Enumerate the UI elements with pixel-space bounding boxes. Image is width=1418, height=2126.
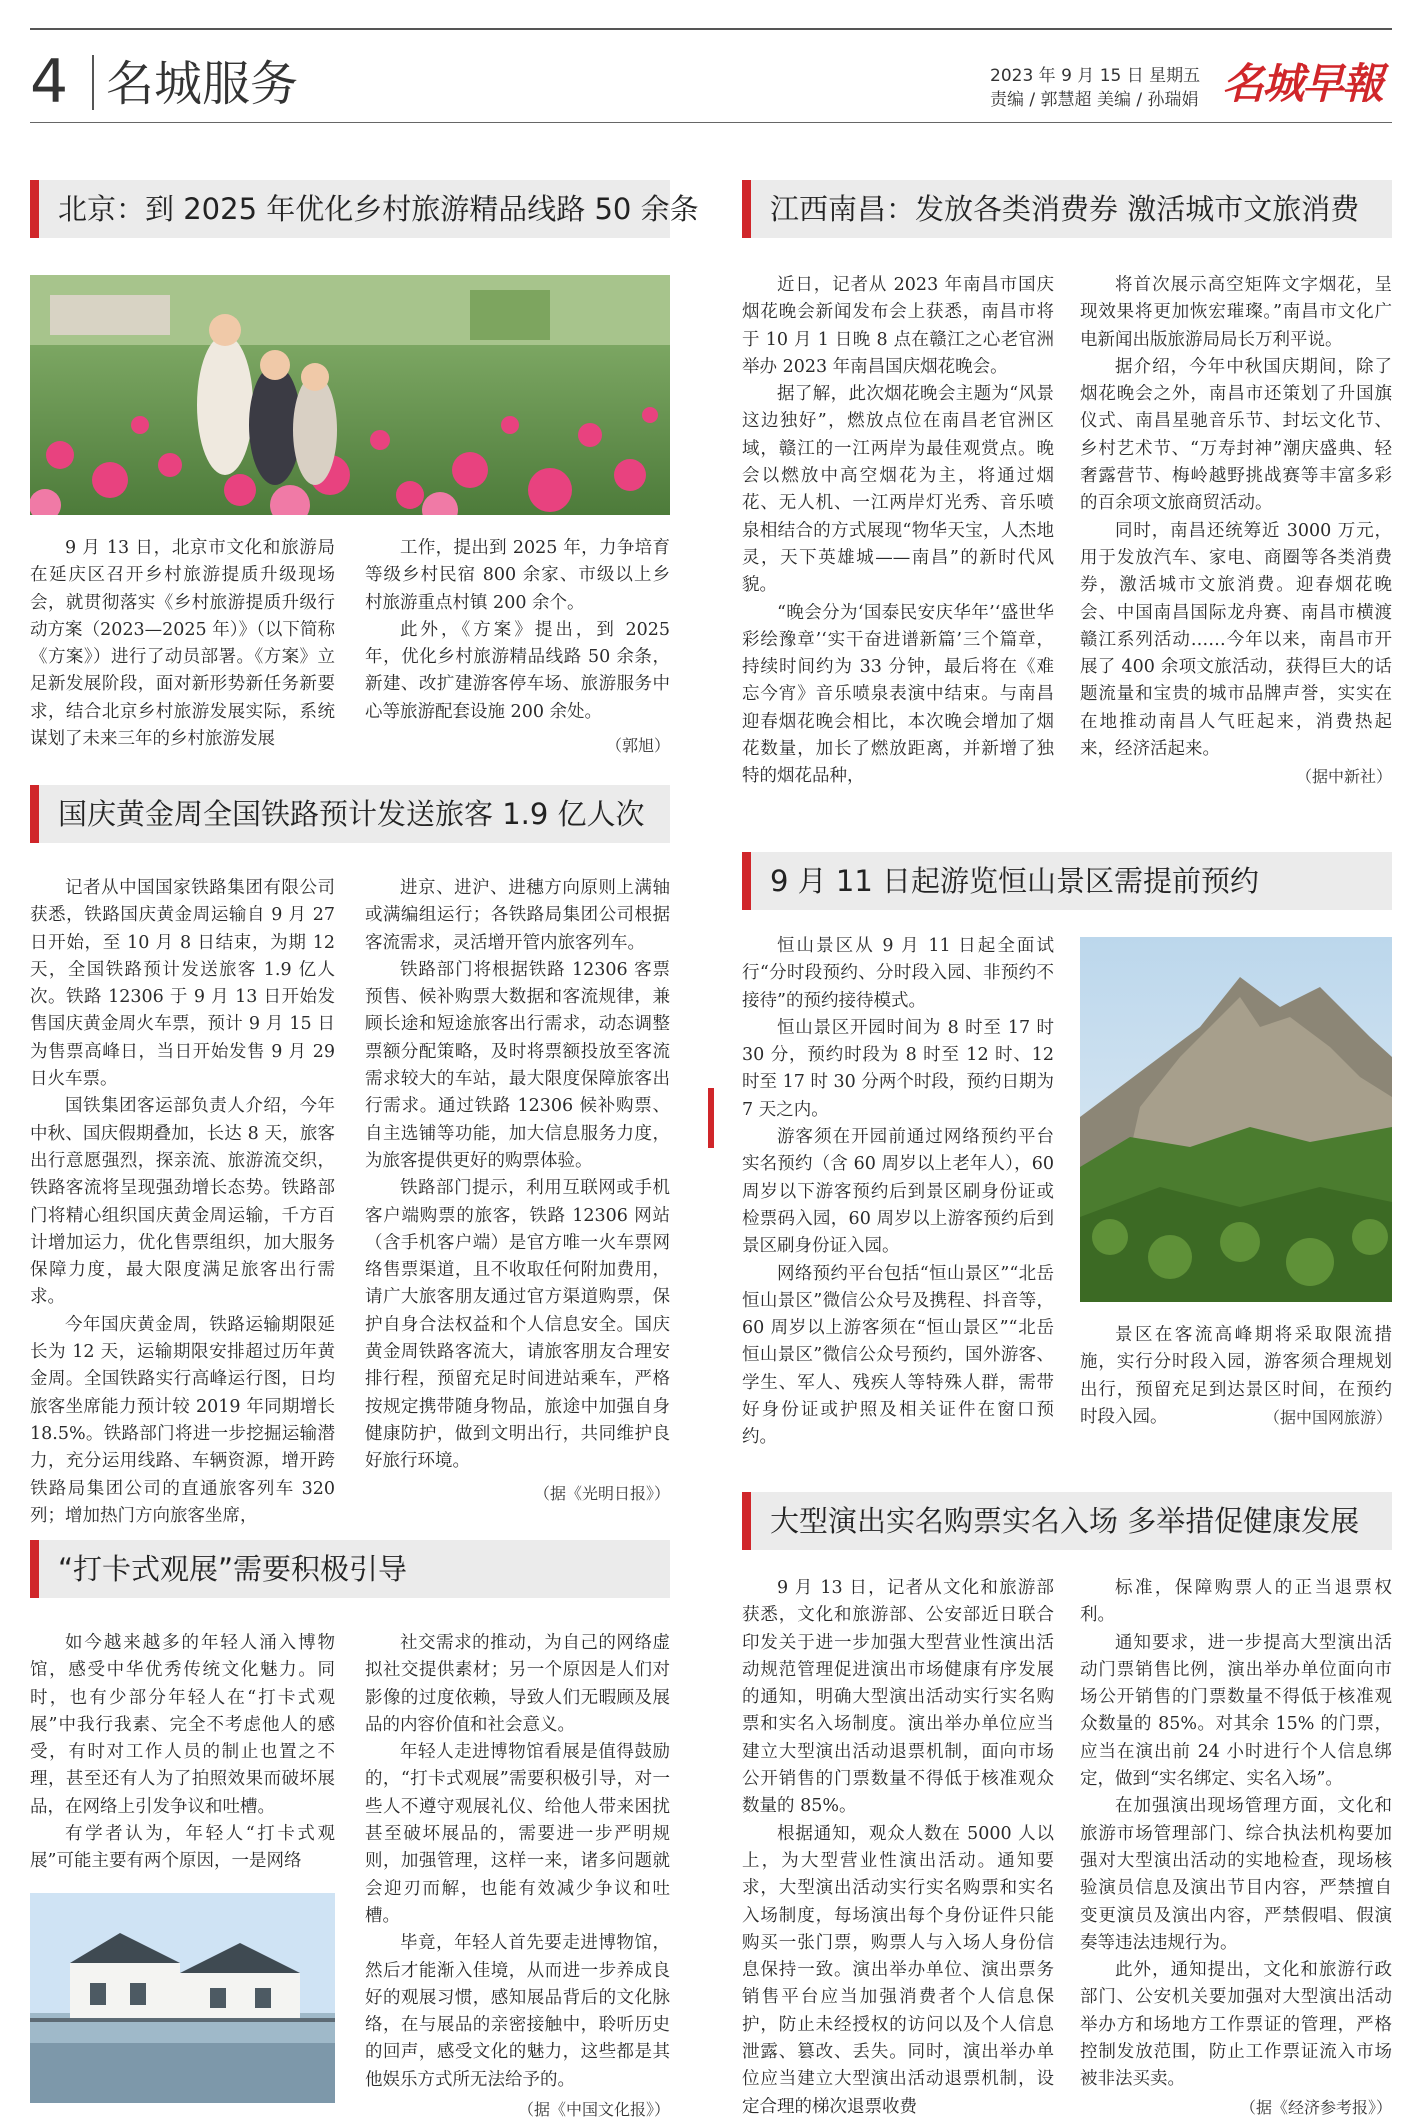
- newspaper-logo: 名城早報: [1222, 59, 1383, 108]
- paragraph: 在加强演出现场管理方面，文化和旅游市场管理部门、综合执法机构要加强对大型演出活动的实地检查，现场核验演员信息及演出节目内容，严禁擅自变更演员及演出内容，严禁假唱、假演奏等违法违规行为。: [1080, 1796, 1392, 1953]
- title-bar-performance: [742, 1492, 1392, 1550]
- column-marker: [708, 1088, 714, 1148]
- paragraph: 近日，记者从 2023 年南昌市国庆烟花晚会新闻发布会上获悉，南昌市将于 10 月 1 日晚 8 点在赣江之心老官洲举办 2023 年南昌国庆烟花晚会。: [742, 275, 1054, 377]
- hengshan-col-2: [1080, 1322, 1392, 1431]
- paragraph: 9 月 13 日，北京市文化和旅游局在延庆区召开乡村旅游提质升级现场会，就贯彻落实《乡村旅游提质升级行动方案（2023—2025 年）》（以下简称《方案》）进行了动员部署。《方案》立足新发展阶段，面对新形势新任务新要求，结合北京乡村旅游发展实际，系统谋划了未来三年的乡村旅游发展: [30, 538, 335, 750]
- title-bar-railway: [30, 785, 670, 843]
- beijing-col-1: [30, 535, 335, 753]
- title-bar-beijing: [30, 180, 699, 238]
- paragraph: 标准，保障购票人的正当退票权利。: [1080, 1578, 1392, 1626]
- paragraph: 如今越来越多的年轻人涌入博物馆，感受中华优秀传统文化魅力。同时，也有少部分年轻人在“打卡式观展”中我行我素、完全不考虑他人的感受，有时对工作人员的制止也置之不理，甚至还有人为了拍照效果而破坏展品，在网络上引发争议和吐槽。: [30, 1633, 335, 1817]
- paragraph: 游客须在开园前通过网络预约平台实名预约（含 60 周岁以上老年人），60 周岁以下游客预约后到景区刷身份证或检票码入园，60 周岁以上游客预约后到景区刷身份证入园。: [742, 1127, 1054, 1257]
- nanchang-col-1: [742, 272, 1054, 791]
- paragraph: 恒山景区开园时间为 8 时至 17 时 30 分，预约时段为 8 时至 12 时、12 时至 17 时 30 分两个时段，预约日期为 7 天之内。: [742, 1017, 1054, 1120]
- article-source: （据中国网旅游）: [1263, 1408, 1392, 1428]
- title-bar-exhibition: [30, 1540, 670, 1598]
- nanchang-col-2: [1080, 272, 1392, 790]
- article-title: 国庆黄金周全国铁路预计发送旅客 1.9 亿人次: [58, 797, 645, 831]
- railway-col-1: [30, 875, 335, 1530]
- paragraph: 社交需求的推动，为自己的网络虚拟社交提供素材；另一个原因是人们对影像的过度依赖，导致人们无暇顾及展品的内容价值和社会意义。: [365, 1633, 670, 1735]
- paragraph: 进京、进沪、进穗方向原则上满轴或满编组运行；各铁路局集团公司根据客流需求，灵活增开管内旅客列车。: [365, 878, 670, 953]
- section-name: 名城服务: [106, 56, 299, 112]
- article-title: 江西南昌：发放各类消费券 激活城市文旅消费: [770, 192, 1360, 226]
- paragraph: 今年国庆黄金周，铁路运输期限延长为 12 天，运输期限安排超过历年黄金周。全国铁路实行高峰运行图，日均旅客坐席能力预计较 2019 年同期增长 18.5%。铁路部门将进一步挖掘运输潜力，充分运用线路、车辆资源，增开跨铁路局集团公司的直通旅客列车 320 列；增加热门方向旅客坐席，: [30, 1314, 335, 1526]
- paragraph: 有学者认为，年轻人“打卡式观展”可能主要有两个原因，一是网络: [30, 1824, 335, 1872]
- paragraph: “晚会分为‘国泰民安庆华年’‘盛世华彩绘豫章’‘实干奋进谱新篇’三个篇章，持续时间约为 33 分钟，最后将在《难忘今宵》音乐喷泉表演中结束。与南昌迎春烟花晚会相比，本次晚会增加了烟花数量，加长了燃放距离，并新增了独特的烟花品种，: [742, 602, 1054, 787]
- title-accent: [30, 785, 39, 843]
- paragraph: 铁路部门提示，利用互联网或手机客户端购票的旅客，铁路 12306 网站（含手机客户端）是官方唯一火车票网络售票渠道，且不收取任何附加费用，请广大旅客朋友通过官方渠道购票，保护自身合法权益和个人信息安全。国庆黄金周铁路客流大，请旅客朋友合理安排行程，预留充足时间进站乘车，严格按规定携带随身物品，旅途中加强自身健康防护，做到文明出行，共同维护良好旅行环境。: [365, 1178, 670, 1472]
- paragraph: 毕竟，年轻人首先要走进博物馆，然后才能渐入佳境，从而进一步养成良好的观展习惯，感知展品背后的文化脉络，在与展品的亲密接触中，聆听历史的回声，感受文化的魅力，这些都是其他娱乐方式所无法给予的。: [365, 1933, 670, 2090]
- railway-col-2: [365, 875, 670, 1507]
- date-line: 2023 年 9 月 15 日 星期五: [990, 66, 1201, 86]
- article-title: 9 月 11 日起游览恒山景区需提前预约: [770, 864, 1260, 898]
- article-title: “打卡式观展”需要积极引导: [58, 1552, 408, 1586]
- title-bar-hengshan: [742, 852, 1392, 910]
- exhibition-col-2: [365, 1630, 670, 2123]
- paragraph: 将首次展示高空矩阵文字烟花，呈现效果将更加恢宏璀璨。”南昌市文化广电新闻出版旅游局局长万利平说。: [1080, 275, 1392, 350]
- title-accent: [742, 852, 751, 910]
- article-source: （据《光明日报》）: [533, 1483, 670, 1503]
- editors-line: 责编 / 郭慧超 美编 / 孙瑞娟: [990, 90, 1199, 110]
- title-bar-nanchang: [742, 180, 1392, 238]
- paragraph: 年轻人走进博物馆看展是值得鼓励的，“打卡式观展”需要积极引导，对一些人不遵守观展礼仪、给他人带来困扰甚至破坏展品的，需要进一步严明规则，加强管理，这样一来，诸多问题就会迎刃而解，也能有效减少争议和吐槽。: [365, 1742, 670, 1926]
- article-source: （据《中国文化报》）: [517, 2100, 670, 2120]
- paragraph: 此外，《方案》提出，到 2025 年，优化乡村旅游精品线路 50 余条，新建、改扩建游客停车场、旅游服务中心等旅游配套设施 200 余处。: [365, 619, 670, 722]
- article-source: （据《经济参考报》）: [1239, 2097, 1392, 2117]
- top-rule: [30, 28, 1392, 30]
- paragraph: 此外，通知提出，文化和旅游行政部门、公安机关要加强对大型演出活动举办方和场地方工作票证的管理，严格控制发放范围，防止工作票证流入市场被非法买卖。: [1080, 1960, 1392, 2090]
- article-title: 大型演出实名购票实名入场 多举措促健康发展: [770, 1504, 1360, 1538]
- paragraph: 铁路部门将根据铁路 12306 客票预售、候补购票大数据和客流规律，兼顾长途和短途旅客出行需求，动态调整票额分配策略，及时将票额投放至客流需求较大的车站，最大限度保障旅客出行需求。通过铁路 12306 候补购票、自主选铺等功能，加大信息服务力度，为旅客提供更好的购票体验。: [365, 959, 670, 1171]
- paragraph: 通知要求，进一步提高大型演出活动门票销售比例，演出举办单位面向市场公开销售的门票数量不得低于核准观众数量的 85%。对其余 15% 的门票，应当在演出前 24 小时进行个人信息绑定，做到“实名绑定、实名入场”。: [1080, 1632, 1392, 1790]
- title-accent: [30, 180, 39, 238]
- paragraph: 工作，提出到 2025 年，力争培育等级乡村民宿 800 余家、市级以上乡村旅游重点村镇 200 余个。: [365, 538, 670, 613]
- museum-photo: [30, 1893, 335, 2103]
- date-editor-info: [990, 64, 1200, 112]
- mountain-photo: [1080, 937, 1392, 1302]
- article-source: （郭旭）: [605, 736, 670, 756]
- paragraph: 根据通知，观众人数在 5000 人以上，为大型营业性演出活动。通知要求，大型演出活动实行实名购票和实名入场制度，每场演出每个身份证件只能购买一张门票，购票人与入场人身份信息保持一致。演出举办单位、演出票务销售平台应当加强消费者个人信息保护，防止未经授权的访问以及个人信息泄露、篡改、丢失。同时，演出举办单位应当建立大型演出活动退票机制，设定合理的梯次退票收费: [742, 1823, 1054, 2117]
- performance-col-2: [1080, 1575, 1392, 2121]
- hengshan-col-1: [742, 933, 1054, 1452]
- paragraph: 景区在客流高峰期将采取限流措施，实行分时段入园，游客须合理规划出行，预留充足到达景区时间，在预约时段入园。: [1080, 1325, 1392, 1427]
- performance-col-1: [742, 1575, 1054, 2121]
- paragraph: 据了解，此次烟花晚会主题为“风景这边独好”，燃放点位在南昌老官洲区域，赣江的一江两岸为最佳观赏点。晚会以燃放中高空烟花为主，将通过烟花、无人机、一江两岸灯光秀、音乐喷泉相结合的方式展现“物华天宝，人杰地灵，天下英雄城——南昌”的新时代风貌。: [742, 384, 1054, 596]
- masthead-rule: [30, 122, 1392, 123]
- exhibition-col-1: [30, 1630, 335, 1876]
- paragraph: 同时，南昌还统筹近 3000 万元，用于发放汽车、家电、商圈等各类消费券，激活城市文旅消费。迎春烟花晚会、中国南昌国际龙舟赛、南昌市横渡赣江系列活动……今年以来，南昌市开展了 400 余项文旅活动，获得巨大的话题流量和宝贵的城市品牌声誉，实实在在地推动南昌人气旺起来，消费热起来，经济活起来。: [1080, 520, 1392, 760]
- title-accent: [742, 1492, 751, 1550]
- paragraph: 网络预约平台包括“恒山景区”“北岳恒山景区”微信公众号及携程、抖音等，60 周岁以上游客须在“恒山景区”“北岳恒山景区”微信公众号预约，国外游客、学生、军人、残疾人等特殊人群，需带好身份证或护照及相关证件在窗口预约。: [742, 1263, 1054, 1448]
- page-number: 4: [30, 47, 69, 117]
- article-source: （据中新社）: [1295, 767, 1392, 787]
- article-title: 北京：到 2025 年优化乡村旅游精品线路 50 余条: [58, 192, 699, 226]
- paragraph: 国铁集团客运部负责人介绍，今年中秋、国庆假期叠加，长达 8 天，旅客出行意愿强烈，探亲流、旅游流交织，铁路客流将呈现强劲增长态势。铁路部门将精心组织国庆黄金周运输，千方百计增加运力，优化售票组织，加大服务保障力度，最大限度满足旅客出行需求。: [30, 1096, 335, 1308]
- masthead-divider: [92, 55, 94, 110]
- paragraph: 记者从中国国家铁路集团有限公司获悉，铁路国庆黄金周运输自 9 月 27 日开始，至 10 月 8 日结束，为期 12 天，全国铁路预计发送旅客 1.9 亿人次。铁路 12306 于 9 月 13 日开始发售国庆黄金周火车票，预计 9 月 15 日为售票高峰日，当日开始发售 9 月 29 日火车票。: [30, 878, 335, 1090]
- title-accent: [742, 180, 751, 238]
- title-accent: [30, 1540, 39, 1598]
- paragraph: 据介绍，今年中秋国庆期间，除了烟花晚会之外，南昌市还策划了升国旗仪式、南昌星驰音乐节、封坛文化节、乡村艺术节、“万寿封神”潮庆盛典、轻奢露营节、梅岭越野挑战赛等丰富多彩的百余项文旅商贸活动。: [1080, 356, 1392, 514]
- paragraph: 恒山景区从 9 月 11 日起全面试行“分时段预约、分时段入园、非预约不接待”的预约接待模式。: [742, 936, 1054, 1011]
- flower-field-photo: [30, 275, 670, 515]
- beijing-col-2: [365, 535, 670, 759]
- paragraph: 9 月 13 日，记者从文化和旅游部获悉，文化和旅游部、公安部近日联合印发关于进一步加强大型营业性演出活动规范管理促进演出市场健康有序发展的通知，明确大型演出活动实行实名购票和实名入场制度。演出举办单位应当建立大型演出活动退票机制，面向市场公开销售的门票数量不得低于核准观众数量的 85%。: [742, 1578, 1054, 1817]
